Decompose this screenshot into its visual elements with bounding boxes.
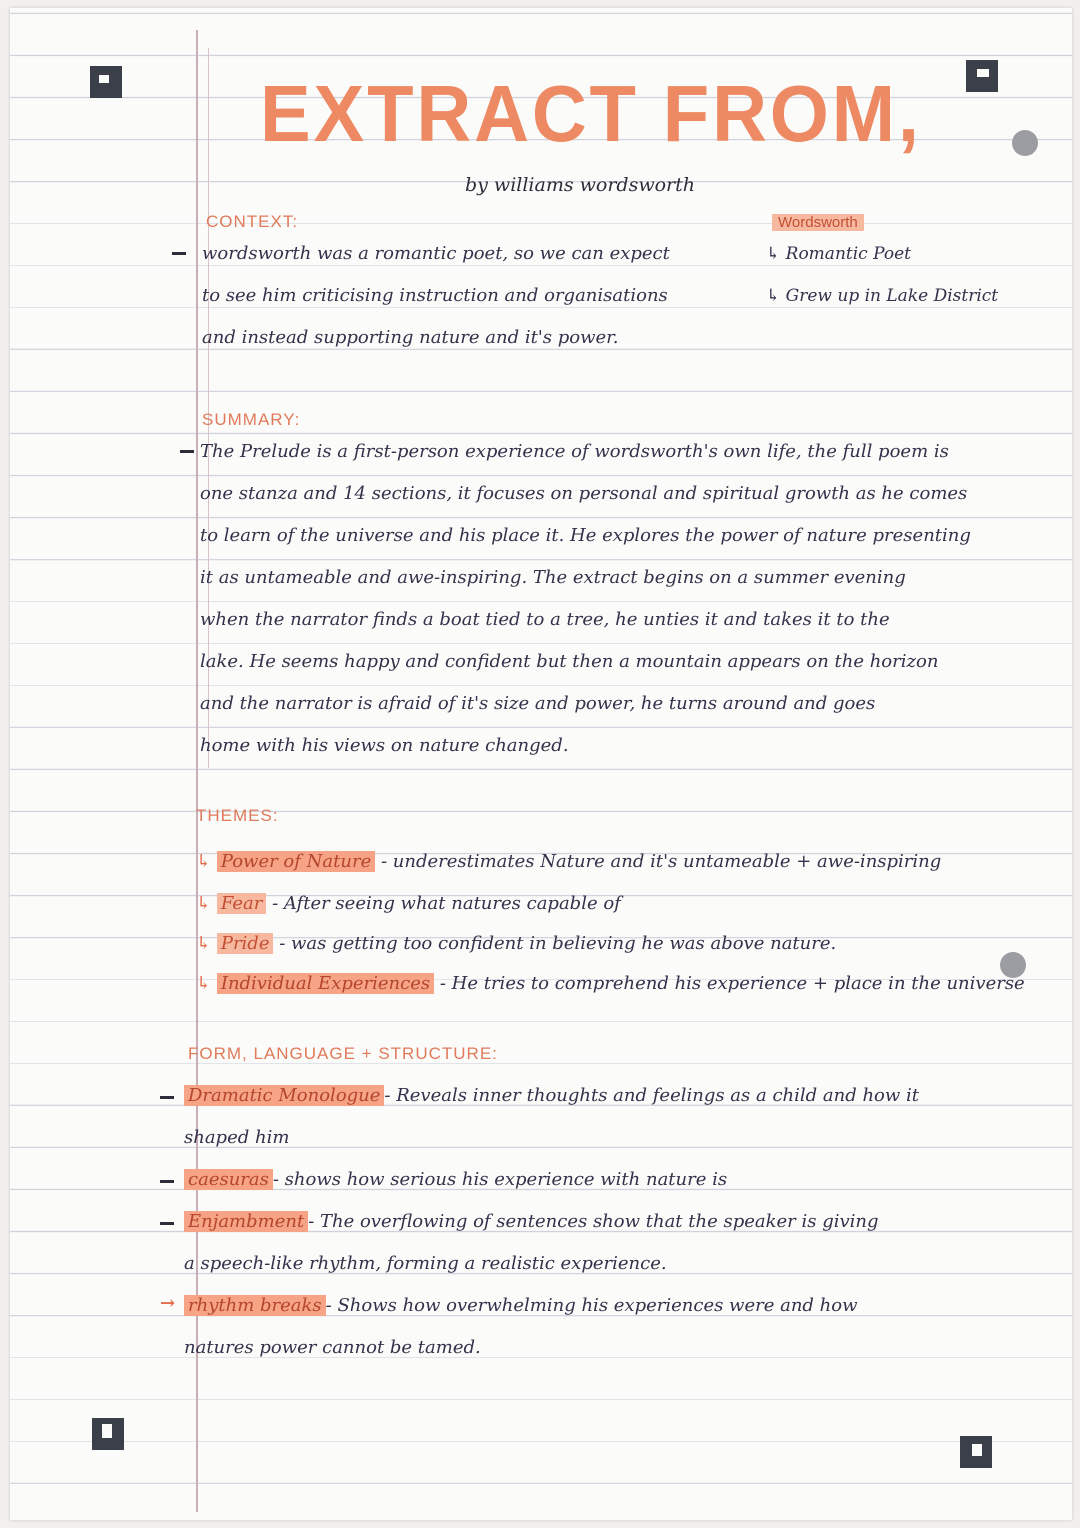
- form-text: - shows how serious his experience with nature is: [272, 1169, 728, 1190]
- bullet-dash: [160, 1096, 174, 1099]
- form-item: [184, 1292, 858, 1320]
- scan-marker-icon: [966, 60, 998, 92]
- sidenote-item: ↳ Grew up in Lake District: [766, 286, 999, 306]
- bullet-dash: [160, 1222, 174, 1225]
- arrow-icon: ↳: [196, 851, 212, 872]
- summary-heading: SUMMARY:: [202, 410, 301, 429]
- form-text-continued: a speech-like rhythm, forming a realistic experience.: [184, 1253, 667, 1274]
- theme-term: Power of Nature: [217, 851, 375, 872]
- form-term: rhythm breaks: [184, 1295, 326, 1316]
- theme-item: [196, 848, 941, 876]
- form-term: Enjambment: [184, 1211, 308, 1232]
- theme-item: [196, 970, 1025, 998]
- theme-term: Individual Experiences: [217, 973, 434, 994]
- summary-line: when the narrator finds a boat tied to a tree, he unties it and takes it to the: [200, 609, 890, 630]
- form-term: caesuras: [184, 1169, 273, 1190]
- theme-text: - underestimates Nature and it's untameable + awe-inspiring: [380, 851, 942, 872]
- context-line: wordsworth was a romantic poet, so we can expect: [202, 243, 670, 264]
- sidenote-item: ↳ Romantic Poet: [766, 244, 911, 264]
- bullet-dash: [172, 252, 186, 255]
- theme-term: Fear: [217, 893, 267, 914]
- form-text-continued: natures power cannot be tamed.: [184, 1337, 481, 1358]
- summary-line: and the narrator is afraid of it's size and power, he turns around and goes: [200, 693, 876, 714]
- notebook-page: [10, 8, 1072, 1520]
- summary-line: it as untameable and awe-inspiring. The extract begins on a summer evening: [200, 567, 906, 588]
- summary-line: home with his views on nature changed.: [200, 735, 569, 756]
- page-title: EXTRACT FROM,: [260, 69, 922, 158]
- context-line: to see him criticising instruction and organisations: [202, 285, 668, 306]
- summary-line: to learn of the universe and his place it. He explores the power of nature presenting: [200, 525, 971, 546]
- sidenote-tag: Wordsworth: [772, 214, 864, 231]
- margin-line: [196, 30, 198, 1512]
- summary-line: one stanza and 14 sections, it focuses on personal and spiritual growth as he comes: [200, 483, 968, 504]
- sidenote: [772, 212, 864, 231]
- form-text: - Shows how overwhelming his experiences were and how: [325, 1295, 858, 1316]
- form-item: [184, 1166, 727, 1194]
- arrow-icon: ↳: [196, 933, 212, 954]
- bullet-dash: [160, 1180, 174, 1183]
- scan-marker-icon: [960, 1436, 992, 1468]
- form-item: [184, 1082, 919, 1110]
- bullet-dash: [180, 450, 194, 453]
- scan-marker-icon: [92, 1418, 124, 1450]
- theme-text: - He tries to comprehend his experience + place in the universe: [439, 973, 1025, 994]
- theme-text: - was getting too confident in believing he was above nature.: [279, 933, 837, 954]
- form-heading: FORM, LANGUAGE + STRUCTURE:: [188, 1044, 498, 1063]
- arrow-right-icon: →: [160, 1293, 176, 1314]
- summary-line: lake. He seems happy and confident but then a mountain appears on the horizon: [200, 651, 939, 672]
- form-text: - Reveals inner thoughts and feelings as a child and how it: [384, 1085, 919, 1106]
- theme-item: [196, 890, 621, 918]
- arrow-icon: ↳: [196, 973, 212, 994]
- byline: by williams wordsworth: [465, 174, 695, 196]
- theme-item: [196, 930, 836, 958]
- themes-heading: THEMES:: [196, 806, 279, 825]
- form-text: - The overflowing of sentences show that the speaker is giving: [308, 1211, 879, 1232]
- summary-line: The Prelude is a first-person experience of wordsworth's own life, the full poem is: [200, 441, 949, 462]
- context-line: and instead supporting nature and it's power.: [202, 327, 619, 348]
- scan-marker-icon: [90, 66, 122, 98]
- form-item: [184, 1208, 879, 1236]
- theme-term: Pride: [217, 933, 274, 954]
- punch-hole: [1012, 130, 1038, 156]
- context-heading: CONTEXT:: [206, 212, 299, 231]
- theme-text: - After seeing what natures capable of: [272, 893, 621, 914]
- form-text-continued: shaped him: [184, 1127, 290, 1148]
- arrow-icon: ↳: [196, 893, 212, 914]
- form-term: Dramatic Monologue: [184, 1085, 384, 1106]
